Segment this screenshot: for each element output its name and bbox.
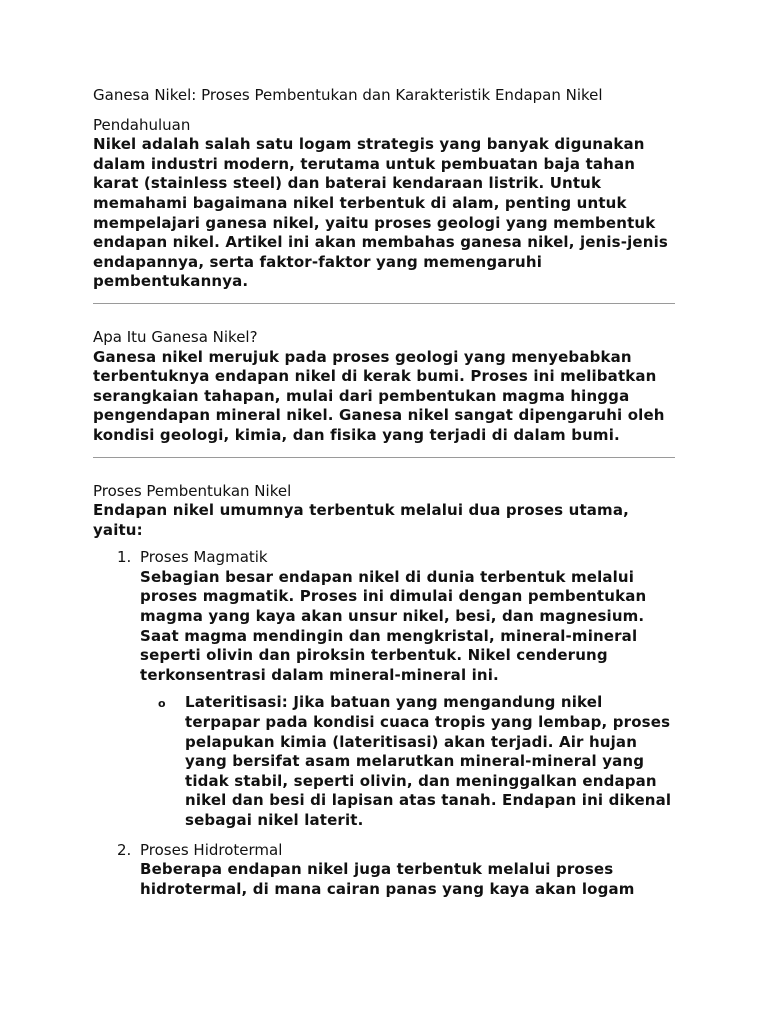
sub-list xyxy=(140,693,675,830)
list-item-title: Proses Magmatik xyxy=(140,548,268,567)
section-body-proses: Endapan nikel umumnya terbentuk melalui dua proses utama, yaitu: xyxy=(93,501,629,539)
document-title: Ganesa Nikel: Proses Pembentukan dan Karakteristik Endapan Nikel xyxy=(93,86,603,104)
section-heading-proses: Proses Pembentukan Nikel xyxy=(93,481,292,500)
list-item-title: Proses Hidrotermal xyxy=(140,840,283,859)
list-item-hidrotermal xyxy=(93,841,675,900)
list-item-text: Beberapa endapan nikel juga terbentuk melalui proses hidrotermal, di mana cairan panas yang kaya akan logam xyxy=(140,860,635,898)
sub-list-item-lateritisasi xyxy=(140,693,675,830)
document-content xyxy=(93,86,675,909)
section-body-apa-itu: Ganesa nikel merujuk pada proses geologi yang menyebabkan terbentuknya endapan nikel di kerak bumi. Proses ini melibatkan serangkaian tahapan, mulai dari pembentukan magma hingga pengendapan mineral nikel. Ganesa nikel sangat dipengaruhi oleh kondisi geologi, kimia, dan fisika yang terjadi di dalam bumi. xyxy=(93,347,665,444)
list-number: 2. xyxy=(117,840,132,859)
sub-list-item-text: Lateritisasi: Jika batuan yang mengandung nikel terpapar pada kondisi cuaca tropis yang lembap, proses pelapukan kimia (lateritisasi) akan terjadi. Air hujan yang bersifat asam melarutkan mineral-mineral yang tidak stabil, seperti olivin, dan meninggalkan endapan nikel dan besi di lapisan atas tanah. Endapan ini dikenal sebagai nikel laterit. xyxy=(185,693,672,829)
section-divider xyxy=(93,457,675,458)
section-body-pendahuluan: Nikel adalah salah satu logam strategis yang banyak digunakan dalam industri modern, terutama untuk pembuatan baja tahan karat (stainless steel) dan baterai kendaraan listrik. Untuk memahami bagaimana nikel terbentuk di alam, penting untuk mempelajari ganesa nikel, yaitu proses geologi yang membentuk endapan nikel. Artikel ini akan membahas ganesa nikel, jenis-jenis endapannya, serta faktor-faktor yang memengaruhi pembentukannya. xyxy=(93,135,668,291)
list-number: 1. xyxy=(117,548,132,567)
circle-bullet-icon: o xyxy=(158,697,166,711)
section-heading-pendahuluan: Pendahuluan xyxy=(93,115,191,134)
list-item-text: Sebagian besar endapan nikel di dunia terbentuk melalui proses magmatik. Proses ini dimulai dengan pembentukan magma yang kaya akan unsur nikel, besi, dan magnesium. Saat magma mendingin dan mengkristal, mineral-mineral seperti olivin dan piroksin terbentuk. Nikel cenderung terkonsentrasi dalam mineral-mineral ini. xyxy=(140,567,647,684)
section-heading-apa-itu: Apa Itu Ganesa Nikel? xyxy=(93,327,258,346)
section-divider xyxy=(93,303,675,304)
list-item-magmatik xyxy=(93,548,675,830)
process-list xyxy=(93,548,675,899)
